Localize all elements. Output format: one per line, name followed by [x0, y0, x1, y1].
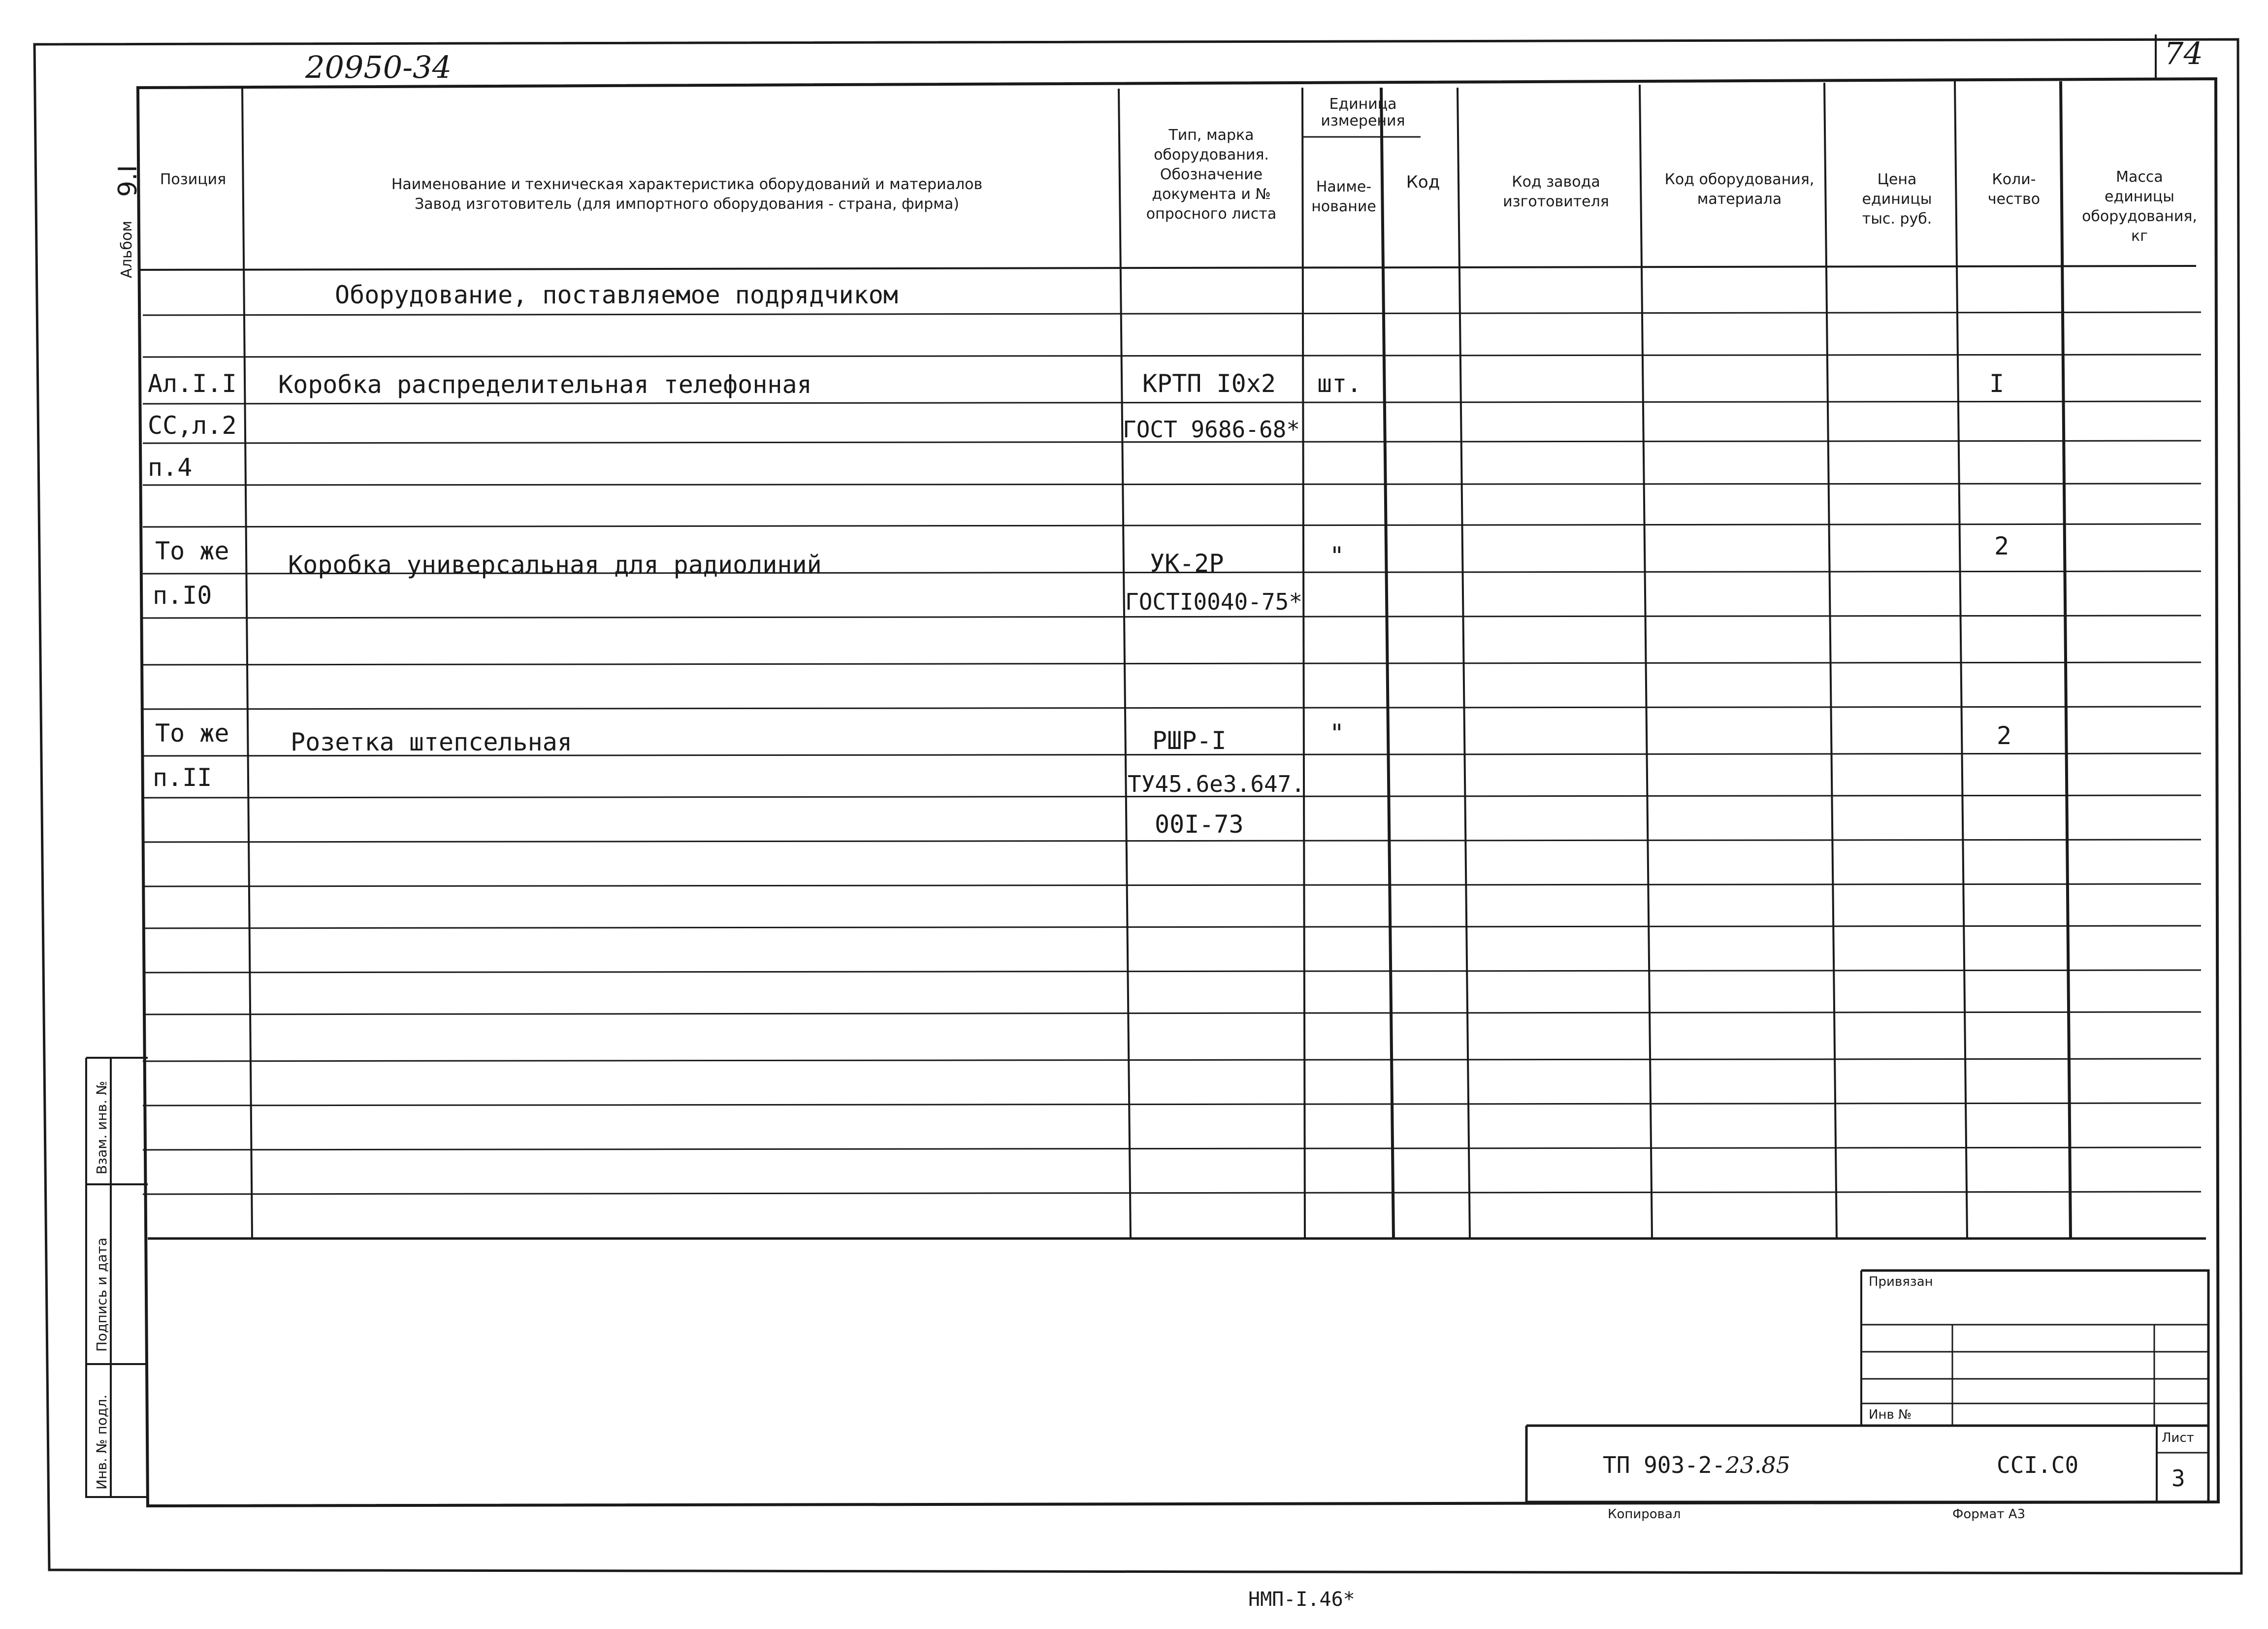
title-doc-code: ТП 903-2-23.85: [1603, 1452, 1790, 1478]
stamp-replace-inv: Взам. инв. №: [94, 1080, 110, 1174]
row-position: То же: [155, 719, 229, 748]
title-list-label: Лист: [2162, 1431, 2194, 1445]
title-format: Формат А3: [1952, 1507, 2026, 1522]
row-type: РШР-I: [1152, 726, 1227, 755]
title-privyazan: Привязан: [1869, 1274, 1933, 1289]
row-name: Коробка универсальная для радиолиний: [288, 551, 822, 579]
col-header-unit-name: Наиме- нование: [1311, 178, 1376, 215]
footer-code: НМП-I.46*: [1248, 1588, 1355, 1611]
row-name: Розетка штепсельная: [291, 728, 572, 756]
row-unit: ": [1329, 542, 1345, 570]
sheet-top-number: 74: [2164, 35, 2203, 71]
row-position: п.II: [153, 763, 212, 792]
stamp-signature-date: Подпись и дата: [94, 1238, 110, 1352]
col-header-position: Позиция: [160, 171, 227, 188]
row-position: СС,л.2: [148, 411, 237, 440]
row-name: Коробка распределительная телефонная: [278, 370, 812, 399]
row-position: То же: [155, 537, 229, 565]
col-header-equipment-code: Код оборудования, материала: [1664, 171, 1814, 208]
row-type: УК-2Р: [1150, 549, 1224, 578]
album-label: Альбом: [118, 221, 135, 278]
album-number: 9.I: [113, 165, 143, 197]
col-header-type: Тип, марка оборудования. Обозначение документа и № опросного листа: [1146, 127, 1277, 223]
row-type: ТУ45.6е3.647.: [1128, 771, 1305, 797]
title-inv-no: Инв №: [1869, 1407, 1912, 1422]
stamp-inv-original: Инв. № подл.: [94, 1394, 110, 1490]
col-header-unit: Единица измерения: [1321, 96, 1405, 130]
col-header-unit-code: Код: [1406, 172, 1440, 192]
section-title: Оборудование, поставляемое подрядчиком: [335, 281, 898, 309]
col-header-plant-code: Код завода изготовителя: [1503, 173, 1609, 210]
col-header-price: Цена единицы тыс. руб.: [1862, 171, 1932, 228]
row-quantity: I: [1989, 369, 2005, 398]
row-type: ГОСТ 9686-68*: [1123, 416, 1300, 443]
title-sheet-code: ССI.С0: [1997, 1452, 2079, 1478]
row-unit: шт.: [1317, 369, 1362, 398]
row-position: п.4: [148, 453, 193, 482]
row-unit: ": [1329, 719, 1345, 748]
col-header-mass: Масса единицы оборудования, кг: [2082, 168, 2197, 245]
row-type: ГОСТI0040-75*: [1125, 588, 1303, 615]
row-type: КРТП I0х2: [1142, 369, 1276, 398]
row-quantity: 2: [1994, 532, 2009, 560]
document-number: 20950-34: [305, 49, 452, 85]
title-sheet-number: 3: [2171, 1465, 2185, 1492]
row-position: п.I0: [153, 581, 212, 610]
row-position: Ал.I.I: [148, 369, 237, 398]
row-quantity: 2: [1997, 721, 2012, 750]
col-header-name: Наименование и техническая характеристика оборудований и материалов Завод изготовитель (для импортного оборудования - страна, фирма): [391, 176, 983, 213]
col-header-quantity: Коли- чество: [1987, 171, 2041, 208]
row-type: 00I-73: [1155, 810, 1244, 839]
title-copied-by: Копировал: [1608, 1507, 1681, 1522]
